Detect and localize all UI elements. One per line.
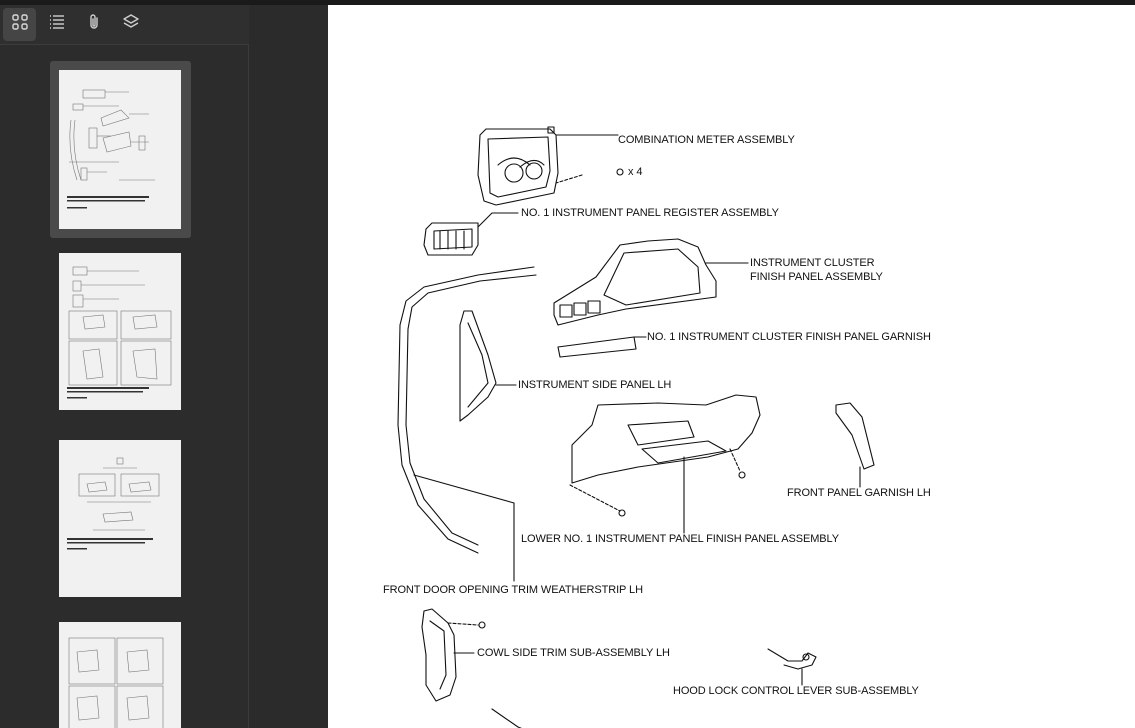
thumbnail-image [59,622,181,728]
outline-button[interactable] [40,8,73,41]
thumbnails-icon [11,13,29,36]
layers-icon [122,13,140,36]
viewer-gutter [250,5,327,728]
combination-meter-part [478,127,623,205]
side-panel-part [460,311,516,421]
front-garnish-part [836,403,874,487]
thumbnail-page-3[interactable] [50,428,191,598]
thumbnail-page-2[interactable] [50,242,191,412]
weatherstrip-part [398,267,536,581]
label-weatherstrip: FRONT DOOR OPENING TRIM WEATHERSTRIP LH [383,584,643,596]
thumbnail-image [59,440,181,597]
sidebar [0,5,249,728]
label-front-garnish: FRONT PANEL GARNISH LH [787,487,931,499]
label-cowl: COWL SIDE TRIM SUB-ASSEMBLY LH [477,647,670,659]
cluster-finish-panel-part [554,239,748,325]
lower-finish-panel-part [570,395,760,533]
thumbnail-list [0,46,249,728]
layers-button[interactable] [114,8,147,41]
register-part [424,213,518,255]
attachments-icon [85,13,103,36]
label-hood-lock: HOOD LOCK CONTROL LEVER SUB-ASSEMBLY [673,685,919,697]
label-side-panel: INSTRUMENT SIDE PANEL LH [518,379,672,391]
label-cluster-finish-1: INSTRUMENT CLUSTER [750,257,875,269]
thumbnail-image [59,253,181,410]
attachments-button[interactable] [77,8,110,41]
label-lower-finish: LOWER NO. 1 INSTRUMENT PANEL FINISH PANEL ASSEMBLY [521,533,839,545]
hood-lock-part [768,649,816,685]
cowl-trim-part [422,609,538,728]
document-page[interactable] [328,5,1135,728]
thumbnail-page-1[interactable] [50,61,191,238]
label-garnish: NO. 1 INSTRUMENT CLUSTER FINISH PANEL GARNISH [647,331,931,343]
thumbnails-button[interactable] [3,8,36,41]
label-x4: x 4 [628,166,643,178]
parts-diagram [328,5,1135,728]
label-register: NO. 1 INSTRUMENT PANEL REGISTER ASSEMBLY [521,207,779,219]
thumbnail-image [59,70,181,229]
label-cluster-finish-2: FINISH PANEL ASSEMBLY [750,271,883,283]
outline-icon [48,13,66,36]
label-combination-meter: COMBINATION METER ASSEMBLY [618,134,795,146]
sidebar-toolbar [0,5,249,45]
garnish-part [558,337,646,357]
thumbnail-page-4[interactable] [50,611,191,728]
